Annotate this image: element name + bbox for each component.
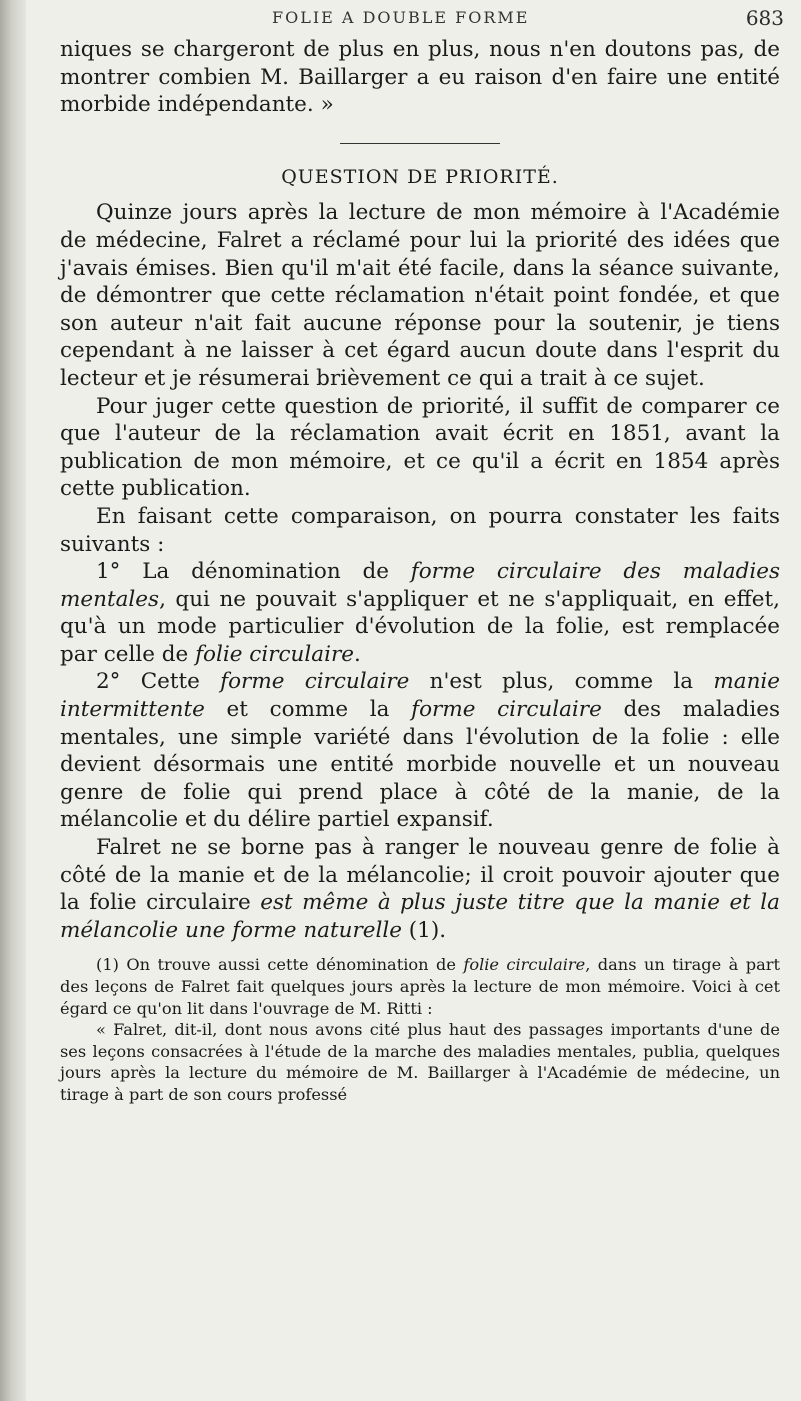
- section-divider: [340, 143, 500, 144]
- page-edge-shadow: [0, 0, 26, 1401]
- page-header: [72, 4, 784, 34]
- text-run: et comme la: [204, 697, 412, 723]
- text-run: n'est plus, comme la: [409, 669, 714, 695]
- italic-run: folie circulaire: [195, 641, 354, 667]
- text-run: 2° Cette: [96, 669, 221, 695]
- running-title: FOLIE A DOUBLE FORME: [272, 8, 530, 27]
- italic-run: manie intermittente: [60, 669, 781, 723]
- italic-run: folie circulaire: [463, 955, 586, 975]
- text-run: , dans un tirage à part des leçons de Falret fait quelques jours après la lecture de mon mémoire. Voici à cet égard ce qu'on lit dans l'ouvrage de M. Ritti :: [60, 955, 780, 1018]
- text-run: .: [353, 641, 361, 667]
- footnote-1-quote: « Falret, dit-il, dont nous avons cité plus haut des passages importants d'une de ses leçons consacrées à l'étude de la marche des maladies mentales, publia, quelques jours après la lecture du mémoire de M. Baillarger à l'Académie de médecine, un tirage à part de son cours professé: [60, 1020, 780, 1104]
- text-run: (1).: [401, 917, 447, 943]
- italic-run: est même à plus juste titre que la manie et la mélancolie une forme naturelle: [60, 890, 780, 943]
- italic-run: forme circulaire: [411, 697, 602, 723]
- text-run: Falret ne se borne pas à ranger le nouveau genre de folie à côté de la manie et de la mélancolie; il croit pouvoir ajouter que la folie circulaire: [60, 835, 780, 916]
- footnotes: [60, 954, 780, 1105]
- page-number: 683: [745, 6, 784, 30]
- text-run: (1) On trouve aussi cette dénomination de: [96, 955, 464, 975]
- footnote-1: [60, 954, 780, 1019]
- paragraph-continued: niques se chargeront de plus en plus, nous n'en doutons pas, de montrer combien M. Baillarger a eu raison d'en faire une entité morbide indépendante. »: [60, 37, 780, 118]
- paragraph-priority-claim: Quinze jours après la lecture de mon mémoire à l'Académie de médecine, Falret a réclamé pour lui la priorité des idées que j'avais émises. Bien qu'il m'ait été facile, dans la séance suivante, de démontrer que cette réclamation n'était point fondée, et que son auteur n'ait fait aucune réponse pour la soutenir, je tiens cependant à ne laisser à cet égard aucun doute dans l'esprit du lecteur et je résumerai brièvement ce qui a trait à ce sujet.: [60, 200, 780, 391]
- text-run: des maladies mentales, une simple variété dans l'évolution de la folie : elle devient désormais une entité morbide nouvelle et un nouveau genre de folie qui prend place à côté de la manie, de la mélancolie et du délire partiel expansif.: [60, 697, 780, 833]
- italic-run: forme circulaire: [220, 669, 410, 695]
- paragraph-fact-2: [60, 668, 780, 834]
- text-run: , qui ne pouvait s'appliquer et ne s'appliquait, en effet, qu'à un mode particulier d'évolution de la folie, est remplacée par celle de: [60, 586, 780, 667]
- italic-run: forme circulaire des maladies mentales: [60, 559, 780, 612]
- text-run: 1° La dénomination de: [96, 559, 411, 585]
- paragraph-fact-1: [60, 558, 780, 668]
- section-title: QUESTION DE PRIORITÉ.: [281, 165, 559, 188]
- main-text: [60, 36, 780, 1106]
- paragraph-facts-intro: En faisant cette comparaison, on pourra constater les faits suivants :: [60, 503, 780, 557]
- paragraph-falret: [60, 834, 780, 944]
- paragraph-comparison: Pour juger cette question de priorité, il suffit de comparer ce que l'auteur de la réclamation avait écrit en 1851, avant la publication de mon mémoire, et ce qu'il a écrit en 1854 après cette publication.: [60, 393, 780, 502]
